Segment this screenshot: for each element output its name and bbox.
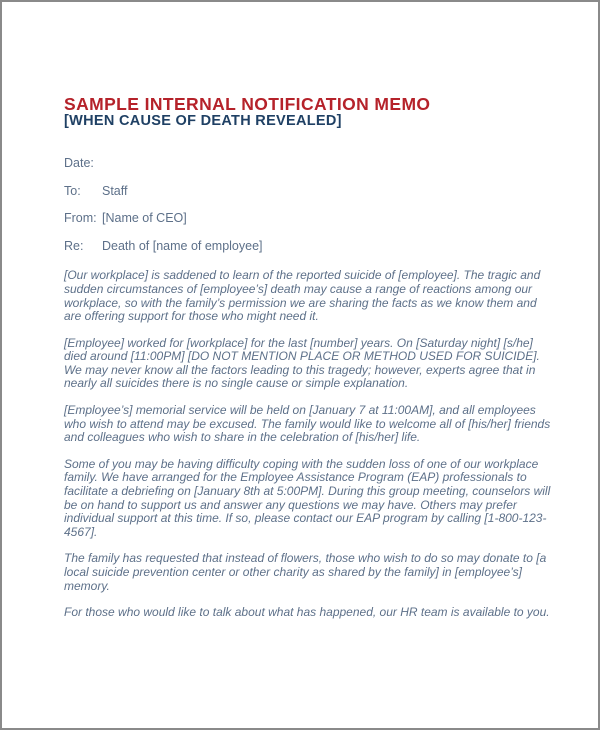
field-value: Death of [name of employee] xyxy=(102,238,263,253)
memo-paragraph: The family has requested that instead of flowers, those who wish to do so may donate to [a local suicide prevention center or other charity as shared by the family] in [employee’s] memory. xyxy=(64,551,547,593)
field-label: Date: xyxy=(64,156,94,171)
field-label: From: xyxy=(64,211,97,226)
field-row-date xyxy=(64,157,548,170)
field-value: [Name of CEO] xyxy=(102,211,187,226)
field-row-from xyxy=(64,212,548,225)
memo-paragraph: [Employee] worked for [workplace] for the last [number] years. On [Saturday night] [s/he] died around [11:00PM] [DO NOT MENTION PLACE OR METHOD USED FOR SUICIDE]. We may never know all the factors leading to this tragedy; however, experts agree that in nearly all suicides there is no single cause or simple explanation. xyxy=(64,335,540,391)
memo-paragraph: [Employee’s] memorial service will be held on [January 7 at 11:00AM], and all employees who wish to attend may be excused. The family would like to welcome all of [his/her] friends and colleagues who wish to share in the celebration of [his/her] life. xyxy=(64,403,551,445)
memo-content xyxy=(2,2,598,620)
field-label: Re: xyxy=(64,238,84,253)
memo-title: SAMPLE INTERNAL NOTIFICATION MEMO xyxy=(64,94,431,114)
field-value: Staff xyxy=(102,183,128,198)
field-row-to xyxy=(64,185,548,198)
memo-subtitle: [WHEN CAUSE OF DEATH REVEALED] xyxy=(64,113,342,130)
memo-paragraph: For those who would like to talk about what has happened, our HR team is available to you. xyxy=(64,605,550,620)
memo-header-fields xyxy=(64,157,548,252)
memo-paragraph: Some of you may be having difficulty coping with the sudden loss of one of our workplace family. We have arranged for the Employee Assistance Program (EAP) professionals to facilitate a debriefing on [January 8th at 5:00PM]. During this group meeting, counselors will be on hand to support us and answer any questions we may have. Others may prefer individual support at this time. If so, please contact our EAP program by calling [1-800-123-4567]. xyxy=(64,456,551,539)
field-value xyxy=(102,157,548,170)
field-label: To: xyxy=(64,183,81,198)
field-row-re xyxy=(64,240,548,253)
memo-paragraph: [Our workplace] is saddened to learn of the reported suicide of [employee]. The tragic and sudden circumstances of [employee’s] death may cause a range of reactions among our workplace, so with the family’s permission we are sharing the facts as we know them and are offering support for those who might need it. xyxy=(64,268,541,324)
memo-body xyxy=(64,269,552,619)
